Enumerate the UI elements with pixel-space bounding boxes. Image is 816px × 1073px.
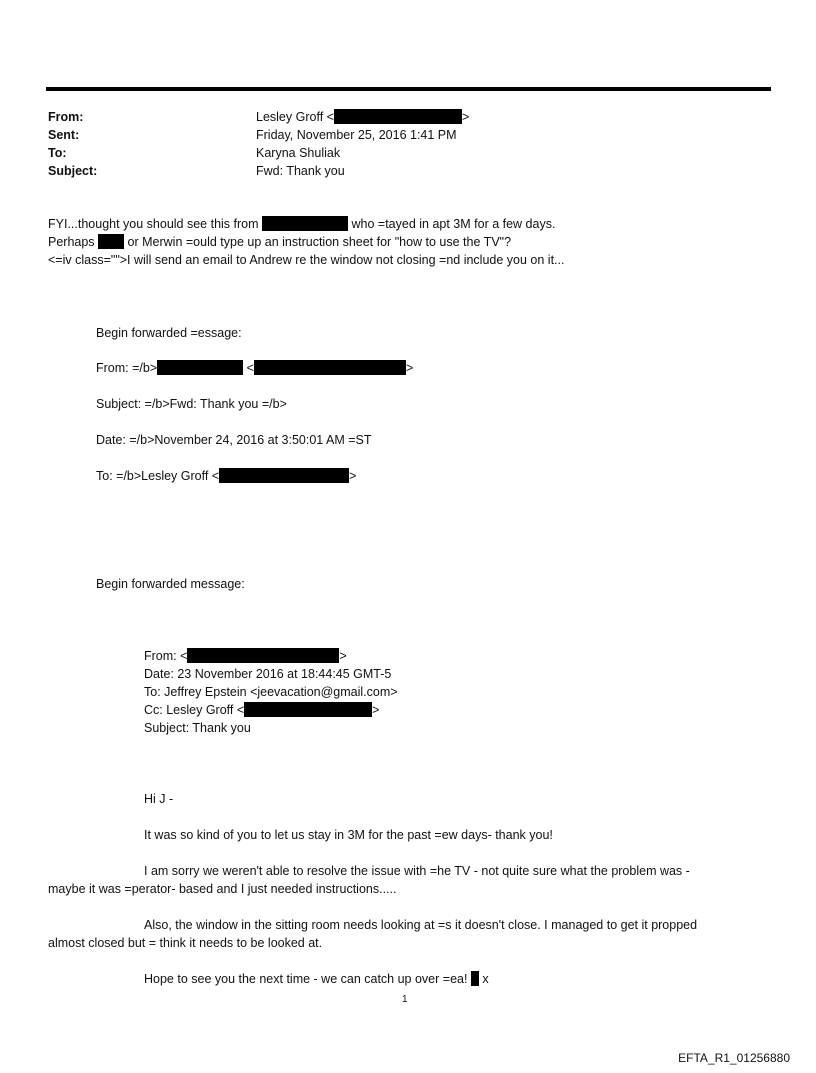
body-p3-line2: almost closed but = think it needs to be looked at. xyxy=(48,936,323,950)
fwd2-date: Date: 23 November 2016 at 18:44:45 GMT-5 xyxy=(144,667,392,681)
to-value: Karyna Shuliak xyxy=(256,146,341,160)
from-name: Lesley Groff < xyxy=(256,110,334,124)
subject-value: Fwd: Thank you xyxy=(256,164,345,178)
fwd2-to: To: Jeffrey Epstein <jeevacation@gmail.com> xyxy=(144,685,398,699)
redaction-block xyxy=(244,702,372,717)
redaction-block xyxy=(254,360,406,375)
page-number: 1 xyxy=(402,994,408,1005)
body-greeting: Hi J - xyxy=(144,792,174,806)
to-label: To: xyxy=(48,146,67,160)
fwd1-from-close: > xyxy=(405,361,414,375)
body-p2-line2: maybe it was =perator- based and I just needed instructions..... xyxy=(48,882,397,896)
fwd2-subject: Subject: Thank you xyxy=(144,721,251,735)
redaction-block xyxy=(219,468,349,483)
redaction-block xyxy=(157,360,243,375)
fwd1-begin: Begin forwarded =essage: xyxy=(96,326,242,340)
intro-text: Perhaps xyxy=(48,235,95,249)
body-p4 xyxy=(144,970,489,988)
fwd2-cc xyxy=(144,701,379,719)
fwd1-from-open: < xyxy=(246,361,254,375)
from-close: > xyxy=(461,110,470,124)
fwd2-from xyxy=(144,647,347,665)
header-rule xyxy=(46,87,771,91)
fwd2-cc-close: > xyxy=(372,703,380,717)
redaction-block xyxy=(187,648,339,663)
fwd2-from-label: From: < xyxy=(144,649,188,663)
document-id: EFTA_R1_01256880 xyxy=(678,1051,790,1065)
fwd1-to-close: > xyxy=(349,469,357,483)
subject-label: Subject: xyxy=(48,164,98,178)
redaction-block xyxy=(471,971,479,986)
body-p4-end: x xyxy=(482,972,489,986)
sent-value: Friday, November 25, 2016 1:41 PM xyxy=(256,128,457,142)
fwd1-from-label: From: =/b> xyxy=(96,361,158,375)
intro-line-2 xyxy=(48,233,511,251)
fwd1-to xyxy=(96,467,356,485)
fwd1-from xyxy=(96,359,413,377)
intro-line-1 xyxy=(48,215,555,233)
sent-label: Sent: xyxy=(48,128,80,142)
intro-text: FYI...thought you should see this from xyxy=(48,217,259,231)
from-label: From: xyxy=(48,110,84,124)
redaction-block xyxy=(262,216,348,231)
intro-line-3: <=iv class="">I will send an email to Andrew re the window not closing =nd include you on it... xyxy=(48,253,565,267)
redaction-block xyxy=(98,234,124,249)
fwd1-subject: Subject: =/b>Fwd: Thank you =/b> xyxy=(96,397,287,411)
fwd2-from-close: > xyxy=(339,649,347,663)
redaction-block xyxy=(334,109,462,124)
intro-text: who =tayed in apt 3M for a few days. xyxy=(351,217,556,231)
body-p3-line1: Also, the window in the sitting room needs looking at =s it doesn't close. I managed to get it propped xyxy=(144,918,698,932)
fwd1-to-label: To: =/b>Lesley Groff < xyxy=(96,469,220,483)
body-p1: It was so kind of you to let us stay in 3M for the past =ew days- thank you! xyxy=(144,828,553,842)
body-p2-line1: I am sorry we weren't able to resolve the issue with =he TV - not quite sure what the problem was - xyxy=(144,864,690,878)
body-p4-text: Hope to see you the next time - we can catch up over =ea! xyxy=(144,972,468,986)
fwd2-begin: Begin forwarded message: xyxy=(96,577,245,591)
intro-text: or Merwin =ould type up an instruction sheet for "how to use the TV"? xyxy=(127,235,512,249)
from-value xyxy=(256,108,469,126)
fwd1-date: Date: =/b>November 24, 2016 at 3:50:01 AM =ST xyxy=(96,433,372,447)
fwd2-cc-label: Cc: Lesley Groff < xyxy=(144,703,245,717)
